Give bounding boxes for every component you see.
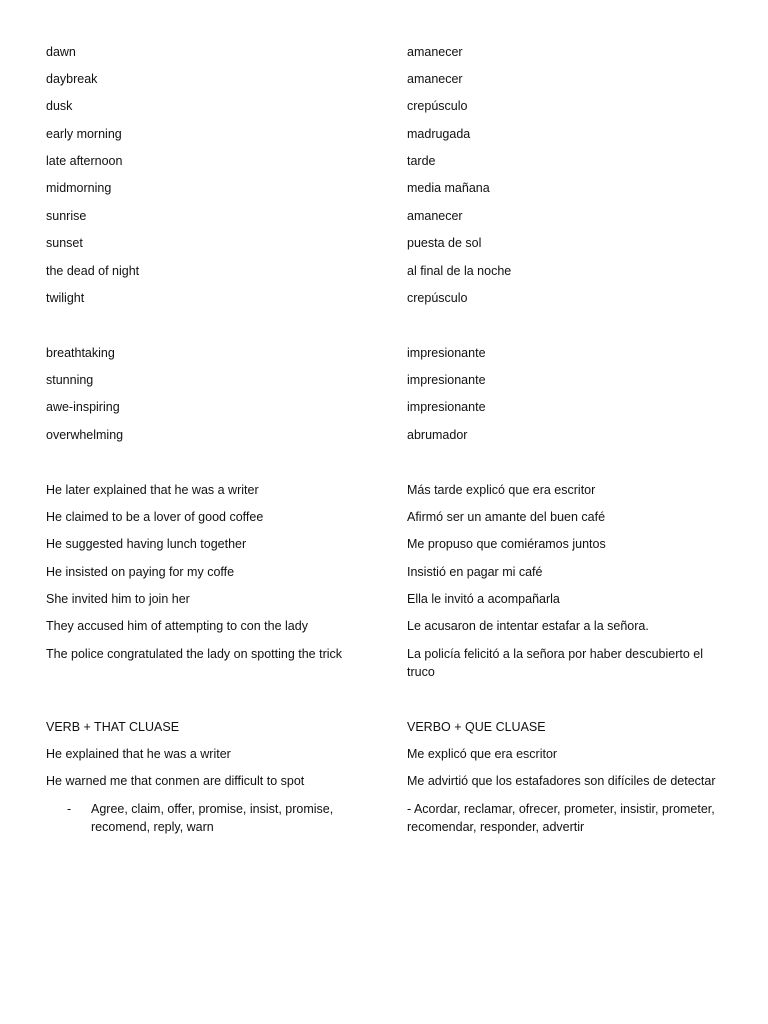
vocab-row bbox=[0, 262, 768, 280]
english-heading: VERB + THAT CLUASE bbox=[46, 719, 180, 734]
english-sentence: She invited him to join her bbox=[46, 592, 190, 607]
english-term: the dead of night bbox=[46, 263, 140, 278]
spanish-sentence: La policía felicitó a la señora por haber descubierto el truco bbox=[407, 646, 704, 679]
spanish-sentence: Me explicó que era escritor bbox=[407, 746, 558, 761]
sentence-row bbox=[0, 617, 768, 635]
english-sentence: They accused him of attempting to con the lady bbox=[46, 619, 308, 634]
english-term: early morning bbox=[46, 126, 122, 141]
english-sentence: He claimed to be a lover of good coffee bbox=[46, 509, 264, 524]
spanish-term: impresionante bbox=[407, 372, 486, 387]
spanish-sentence: Afirmó ser un amante del buen café bbox=[407, 509, 606, 524]
spanish-sentence: Me propuso que comiéramos juntos bbox=[407, 537, 606, 552]
list-dash: - bbox=[67, 801, 72, 816]
english-sentence: He insisted on paying for my coffe bbox=[46, 564, 235, 579]
english-term: midmorning bbox=[46, 181, 112, 196]
vocab-row bbox=[0, 97, 768, 115]
english-term: dusk bbox=[46, 99, 73, 114]
english-sentence: The police congratulated the lady on spotting the trick bbox=[46, 646, 343, 661]
english-term: overwhelming bbox=[46, 427, 124, 442]
spanish-term: abrumador bbox=[407, 427, 468, 442]
english-term: twilight bbox=[46, 291, 85, 306]
spanish-term: madrugada bbox=[407, 126, 471, 141]
spanish-heading: VERBO + QUE CLUASE bbox=[407, 719, 546, 734]
sentence-row bbox=[0, 745, 768, 763]
spanish-sentence: Insistió en pagar mi café bbox=[407, 564, 543, 579]
spanish-sentence: Le acusaron de intentar estafar a la señora. bbox=[407, 619, 649, 634]
english-term: breathtaking bbox=[46, 345, 115, 360]
sentence-row bbox=[0, 535, 768, 553]
english-term: dawn bbox=[46, 44, 76, 59]
english-sentence: He explained that he was a writer bbox=[46, 746, 231, 761]
section-heading-row bbox=[0, 718, 768, 736]
sentence-row bbox=[0, 563, 768, 581]
english-term: late afternoon bbox=[46, 154, 123, 169]
vocab-group-adjectives bbox=[0, 344, 768, 454]
sentence-row bbox=[0, 481, 768, 499]
sentence-row bbox=[0, 590, 768, 608]
spanish-term: al final de la noche bbox=[407, 263, 512, 278]
vocab-row bbox=[0, 152, 768, 170]
sentence-row bbox=[0, 645, 768, 681]
spanish-sentence: Me advirtió que los estafadores son difíciles de detectar bbox=[407, 774, 716, 789]
english-sentence: He warned me that conmen are difficult to spot bbox=[46, 774, 305, 789]
vocab-row bbox=[0, 371, 768, 389]
vocab-row bbox=[0, 234, 768, 252]
english-sentence: He suggested having lunch together bbox=[46, 537, 247, 552]
sentence-row bbox=[0, 772, 768, 790]
english-term: daybreak bbox=[46, 71, 98, 86]
english-term: awe-inspiring bbox=[46, 400, 120, 415]
spanish-term: amanecer bbox=[407, 208, 463, 223]
english-term: sunset bbox=[46, 236, 83, 251]
vocab-row bbox=[0, 125, 768, 143]
spanish-term: media mañana bbox=[407, 181, 490, 196]
sentence-group-verb-that-clause bbox=[0, 718, 768, 836]
spanish-term: crepúsculo bbox=[407, 99, 468, 114]
vocab-row bbox=[0, 43, 768, 61]
vocab-row bbox=[0, 289, 768, 307]
vocab-row bbox=[0, 398, 768, 416]
vocab-row bbox=[0, 426, 768, 444]
english-verb-list-text: Agree, claim, offer, promise, insist, promise, recomend, reply, warn bbox=[91, 801, 334, 834]
spanish-term: impresionante bbox=[407, 345, 486, 360]
spanish-sentence: Más tarde explicó que era escritor bbox=[407, 482, 596, 497]
spanish-term: crepúsculo bbox=[407, 291, 468, 306]
spanish-term: tarde bbox=[407, 154, 436, 169]
vocab-row bbox=[0, 207, 768, 225]
spanish-verb-list: - Acordar, reclamar, ofrecer, prometer, insistir, prometer, recomendar, responder, advertir bbox=[407, 801, 715, 834]
spanish-term: amanecer bbox=[407, 44, 463, 59]
english-sentence: He later explained that he was a writer bbox=[46, 482, 259, 497]
vocab-group-times-of-day bbox=[0, 43, 768, 317]
english-verb-list bbox=[46, 800, 356, 836]
spanish-term: impresionante bbox=[407, 400, 486, 415]
english-term: stunning bbox=[46, 372, 94, 387]
english-term: sunrise bbox=[46, 208, 87, 223]
verb-list-row bbox=[0, 800, 768, 836]
vocab-row bbox=[0, 344, 768, 362]
spanish-term: amanecer bbox=[407, 71, 463, 86]
vocab-row bbox=[0, 70, 768, 88]
sentence-group-reporting-verbs bbox=[0, 481, 768, 691]
sentence-row bbox=[0, 508, 768, 526]
vocab-row bbox=[0, 179, 768, 197]
spanish-term: puesta de sol bbox=[407, 236, 482, 251]
spanish-sentence: Ella le invitó a acompañarla bbox=[407, 592, 560, 607]
